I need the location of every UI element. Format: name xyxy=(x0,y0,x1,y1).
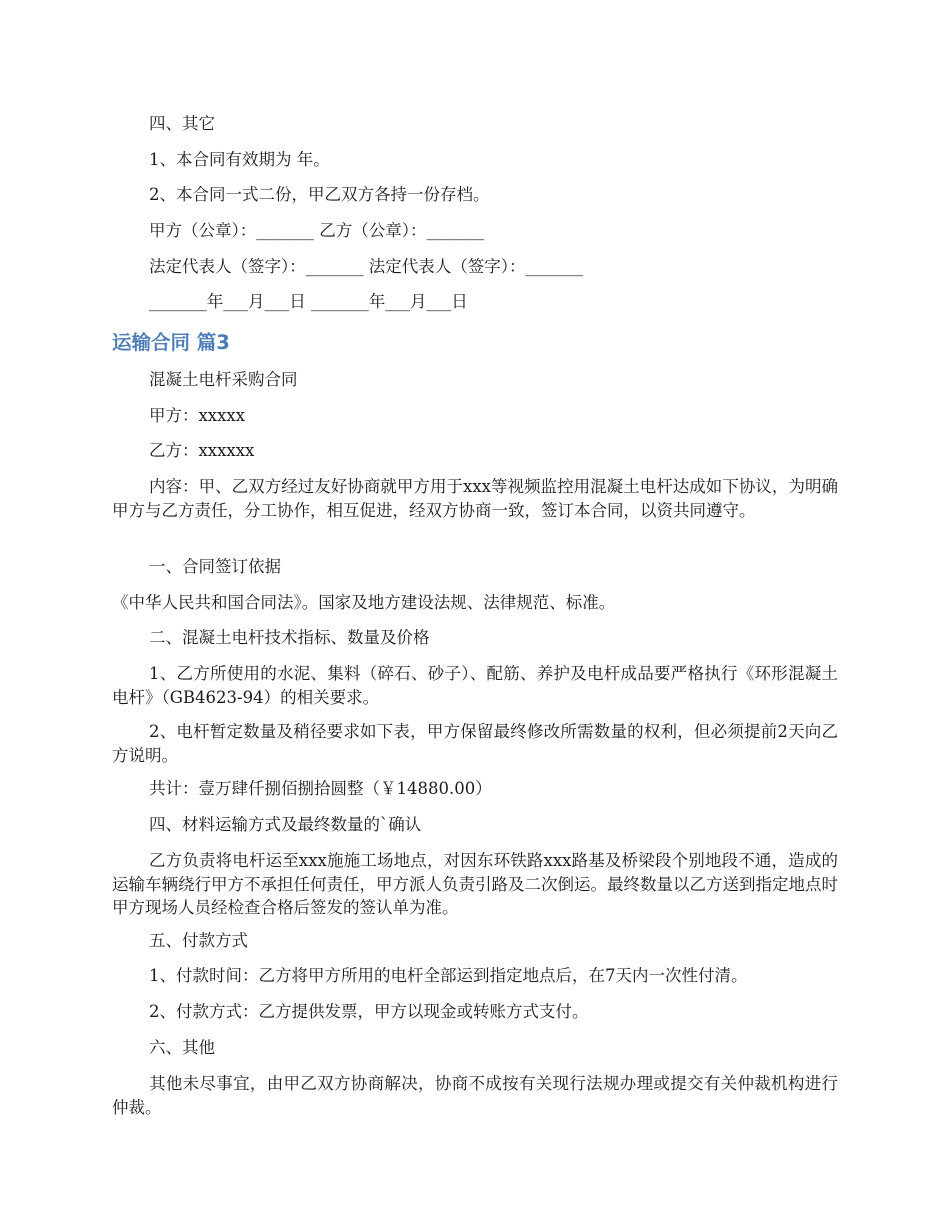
clause-six-text: 其他未尽事宜，由甲乙双方协商解决，协商不成按有关现行法规办理或提交有关仲裁机构进行仲裁。 xyxy=(112,1074,838,1117)
clause-four-text: 乙方负责将电杆运至xxx施施工场地点，对因东环铁路xxx路基及桥梁段个别地段不通，造成的运输车辆绕行甲方不承担任何责任，甲方派人负责引路及二次倒运。最终数量以乙方送到指定地点时甲方现场人员经检查合格后签发的签认单为准。 xyxy=(112,851,838,917)
contract-title: 混凝土电杆采购合同 xyxy=(149,370,298,389)
section-heading: 运输合同 篇3 xyxy=(112,331,230,354)
clause-two-item-1: 1、乙方所使用的水泥、集料（碎石、砂子）、配筋、养护及电杆成品要严格执行《环形混凝土电杆》（GB4623-94）的相关要求。 xyxy=(112,664,838,707)
clause-six-title: 六、其他 xyxy=(149,1038,215,1057)
date-line: _______年___月___日 _______年___月___日 xyxy=(149,292,468,311)
clause-one-text: 《中华人民共和国合同法》。国家及地方建设法规、法律规范、标准。 xyxy=(112,593,616,612)
validity-clause: 1、本合同有效期为 年。 xyxy=(149,150,330,169)
representative-signature-line: 法定代表人（签字）：_______ 法定代表人（签字）：_______ xyxy=(149,257,584,276)
total-amount: 共计：壹万肆仟捌佰捌拾圆整（￥14880.00） xyxy=(149,779,492,798)
clause-five-item-1: 1、付款时间：乙方将甲方所用的电杆全部运到指定地点后，在7天内一次性付清。 xyxy=(149,966,748,985)
section-four-heading: 四、其它 xyxy=(149,114,215,133)
clause-two-title: 二、混凝土电杆技术指标、数量及价格 xyxy=(149,628,430,647)
clause-five-item-2: 2、付款方式：乙方提供发票，甲方以现金或转账方式支付。 xyxy=(149,1002,589,1021)
clause-four-title: 四、材料运输方式及最终数量的`确认 xyxy=(149,815,422,834)
copies-clause: 2、本合同一式二份，甲乙双方各持一份存档。 xyxy=(149,185,490,204)
clause-one-title: 一、合同签订依据 xyxy=(149,557,281,576)
party-a: 甲方：xxxxx xyxy=(149,406,246,425)
clause-two-item-2: 2、电杆暂定数量及稍径要求如下表，甲方保留最终修改所需数量的权利，但必须提前2天向乙方说明。 xyxy=(112,722,838,765)
contract-intro: 内容：甲、乙双方经过友好协商就甲方用于xxx等视频监控用混凝土电杆达成如下协议，为明确甲方与乙方责任，分工协作，相互促进，经双方协商一致，签订本合同，以资共同遵守。 xyxy=(112,477,838,520)
party-b: 乙方：xxxxxx xyxy=(149,441,255,460)
seal-line: 甲方（公章）：_______ 乙方（公章）：_______ xyxy=(149,221,485,240)
clause-five-title: 五、付款方式 xyxy=(149,931,248,950)
